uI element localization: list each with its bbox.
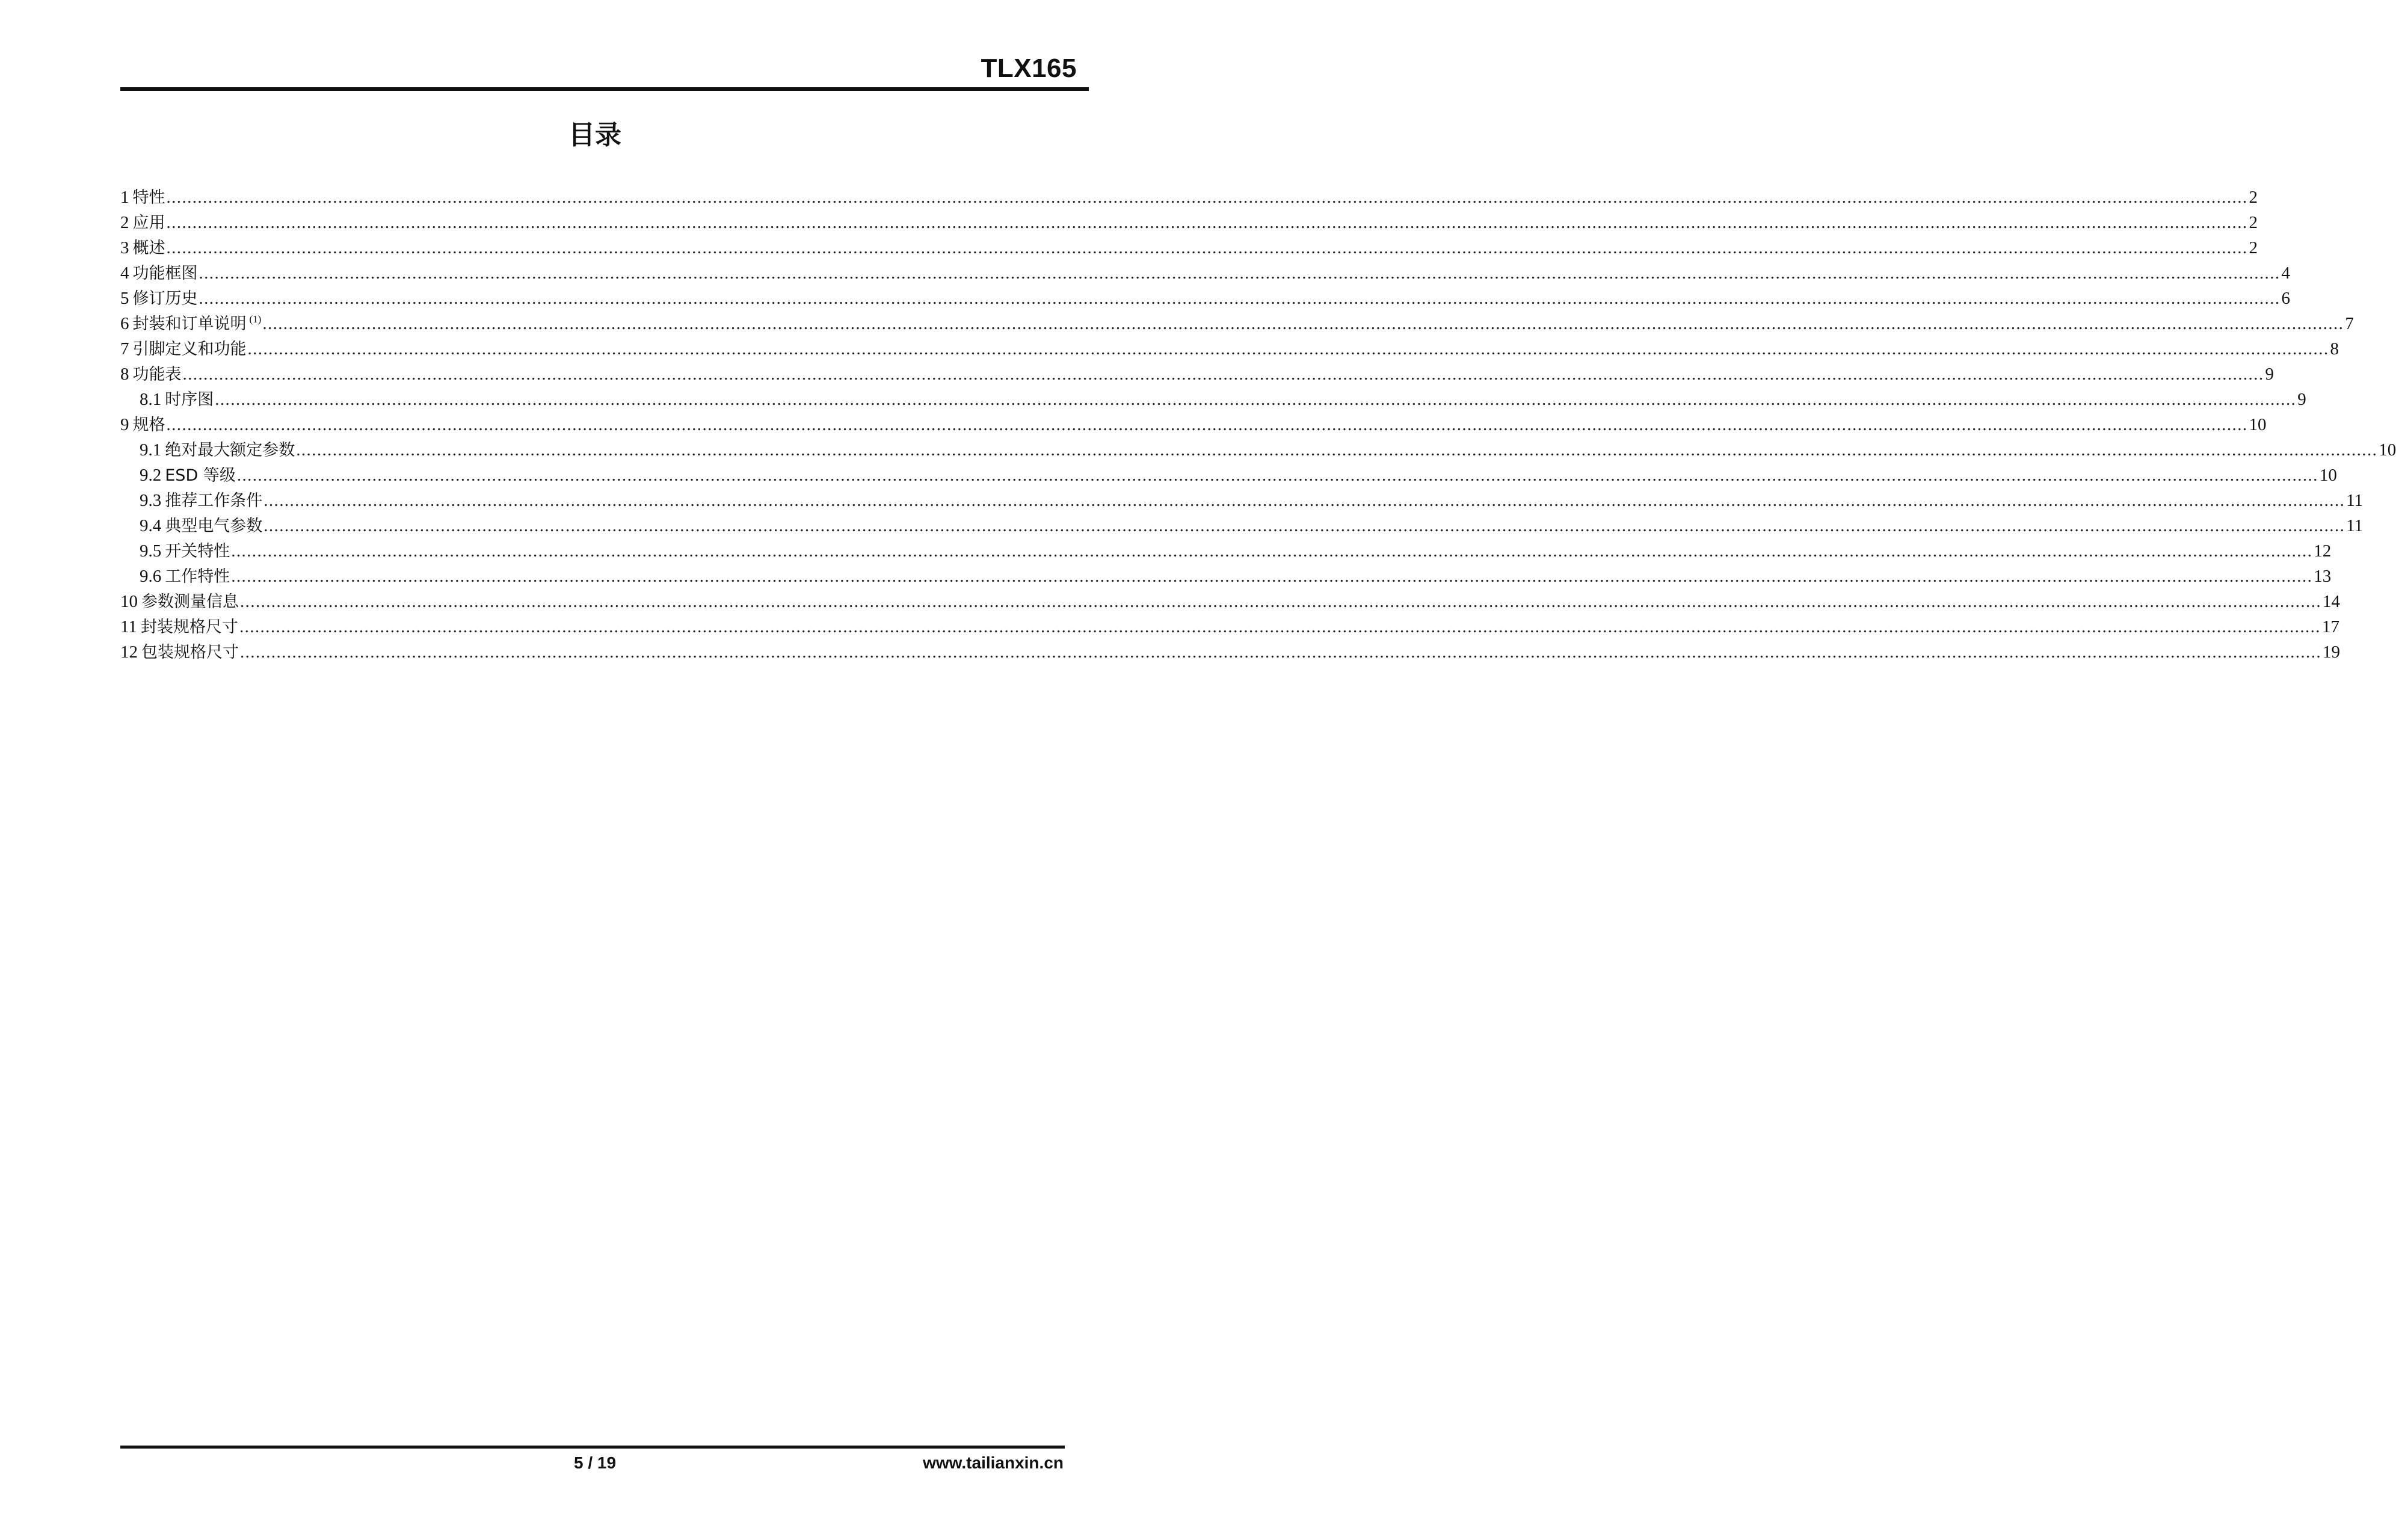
toc-entry-page-number: 6 [2281, 289, 2290, 308]
toc-entry-title: 概述 [132, 239, 165, 257]
toc-dot-leader: ................................................................................................................................................................................................................................................................................................................................................................................................................ [166, 238, 2248, 257]
toc-dot-leader: ................................................................................................................................................................................................................................................................................................................................................................................................................ [240, 592, 2321, 611]
toc-entry[interactable] [120, 260, 2290, 286]
toc-entry-title: 工作特性 [165, 567, 230, 586]
toc-dot-leader: ................................................................................................................................................................................................................................................................................................................................................................................................................ [262, 314, 2344, 333]
toc-dot-leader: ................................................................................................................................................................................................................................................................................................................................................................................................................ [199, 263, 2281, 283]
toc-entry[interactable] [120, 387, 2306, 412]
toc-dot-leader: ................................................................................................................................................................................................................................................................................................................................................................................................................ [231, 567, 2313, 586]
toc-entry-title: 引脚定义和功能 [132, 340, 247, 359]
toc-entry[interactable] [120, 412, 2267, 437]
toc-dot-leader: ................................................................................................................................................................................................................................................................................................................................................................................................................ [263, 491, 2345, 510]
toc-entry-title: ESD 等级 [165, 466, 236, 485]
toc-entry[interactable] [120, 589, 2340, 614]
toc-entry-title: 修订历史 [132, 289, 198, 308]
toc-entry[interactable] [120, 336, 2339, 362]
toc-entry-number: 9.4 [140, 516, 162, 535]
toc-entry[interactable] [120, 235, 2258, 260]
toc-entry[interactable] [120, 437, 2396, 463]
toc-entry-number: 1 [120, 188, 129, 207]
toc-entry-page-number: 10 [2379, 440, 2396, 460]
toc-dot-leader: ................................................................................................................................................................................................................................................................................................................................................................................................................ [199, 289, 2281, 308]
toc-dot-leader: ................................................................................................................................................................................................................................................................................................................................................................................................................ [236, 466, 2318, 485]
toc-entry-page-number: 9 [2297, 390, 2306, 409]
toc-entry-number: 9.1 [140, 440, 162, 460]
toc-entry-title: 包装规格尺寸 [141, 643, 239, 662]
toc-entry-page-number: 2 [2249, 188, 2258, 207]
toc-entry-title: 规格 [132, 416, 165, 434]
toc-dot-leader: ................................................................................................................................................................................................................................................................................................................................................................................................................ [215, 390, 2297, 409]
toc-entry-number: 9.5 [140, 541, 162, 561]
toc-entry-title: 封装规格尺寸 [140, 618, 238, 636]
toc-entry-page-number: 11 [2346, 516, 2364, 535]
toc-entry-title: 参数测量信息 [141, 593, 239, 611]
toc-entry[interactable] [120, 538, 2332, 564]
toc-entry[interactable] [120, 463, 2337, 488]
toc-entry-number: 6 [120, 314, 129, 333]
toc-entry-page-number: 8 [2330, 339, 2339, 359]
toc-entry-page-number: 13 [2314, 567, 2332, 586]
toc-entry-number: 9 [120, 415, 129, 434]
toc-dot-leader: ................................................................................................................................................................................................................................................................................................................................................................................................................ [263, 516, 2345, 535]
toc-entry-number: 8.1 [140, 390, 162, 409]
toc-entry[interactable] [120, 286, 2290, 311]
toc-entry-title: 特性 [132, 188, 165, 207]
toc-entry-number: 2 [120, 213, 129, 232]
toc-dot-leader: ................................................................................................................................................................................................................................................................................................................................................................................................................ [240, 642, 2321, 662]
toc-entry-title: 开关特性 [165, 542, 230, 561]
toc-entry[interactable] [120, 362, 2274, 387]
toc-dot-leader: ................................................................................................................................................................................................................................................................................................................................................................................................................ [296, 440, 2378, 460]
toc-dot-leader: ................................................................................................................................................................................................................................................................................................................................................................................................................ [166, 213, 2248, 232]
toc-entry-number: 4 [120, 263, 129, 283]
toc-entry-page-number: 2 [2249, 238, 2258, 257]
toc-dot-leader: ................................................................................................................................................................................................................................................................................................................................................................................................................ [182, 365, 2264, 384]
toc-entry-number: 11 [120, 617, 137, 636]
header-divider [120, 87, 1089, 91]
toc-title: 目录 [568, 120, 621, 150]
toc-entry-number: 7 [120, 339, 129, 359]
toc-entry[interactable] [120, 513, 2364, 538]
toc-entry-number: 9.6 [140, 567, 162, 586]
toc-dot-leader: ................................................................................................................................................................................................................................................................................................................................................................................................................ [166, 188, 2248, 207]
toc-entry-title: 功能表 [132, 365, 182, 384]
toc-entry[interactable] [120, 210, 2258, 235]
toc-dot-leader: ................................................................................................................................................................................................................................................................................................................................................................................................................ [231, 541, 2313, 561]
toc-entry-title: 封装和订单说明 [132, 315, 247, 333]
toc-entry[interactable] [120, 564, 2332, 589]
table-of-contents [120, 185, 2396, 665]
toc-entry-page-number: 4 [2281, 263, 2290, 283]
toc-entry[interactable] [120, 311, 2354, 336]
toc-entry-number: 3 [120, 238, 129, 257]
toc-entry-number: 10 [120, 592, 138, 611]
page-indicator: 5 / 19 [573, 1453, 617, 1472]
toc-entry-page-number: 11 [2346, 491, 2364, 510]
toc-entry[interactable] [120, 614, 2339, 639]
toc-dot-leader: ................................................................................................................................................................................................................................................................................................................................................................................................................ [166, 415, 2248, 434]
toc-entry-number: 9.3 [140, 491, 162, 510]
toc-entry-title: 推荐工作条件 [165, 491, 263, 510]
toc-entry-page-number: 19 [2323, 642, 2340, 662]
toc-entry-page-number: 10 [2249, 415, 2267, 434]
toc-entry-number: 12 [120, 642, 138, 662]
toc-entry-number: 9.2 [140, 466, 162, 485]
toc-entry[interactable] [120, 488, 2364, 513]
toc-entry-page-number: 7 [2345, 314, 2354, 333]
toc-entry-page-number: 10 [2319, 466, 2337, 485]
toc-entry-title: 功能框图 [132, 264, 198, 283]
toc-entry-title: 时序图 [165, 390, 214, 409]
toc-entry[interactable] [120, 185, 2258, 210]
toc-entry[interactable] [120, 639, 2340, 665]
toc-entry-page-number: 9 [2265, 365, 2274, 384]
footer-divider [120, 1446, 1065, 1449]
toc-entry-title: 应用 [132, 214, 165, 232]
toc-entry-page-number: 17 [2321, 617, 2339, 636]
toc-entry-page-number: 14 [2323, 592, 2340, 611]
toc-entry-footnote-marker: (1) [249, 313, 262, 325]
toc-dot-leader: ................................................................................................................................................................................................................................................................................................................................................................................................................ [247, 339, 2329, 359]
toc-entry-page-number: 12 [2314, 541, 2332, 561]
toc-entry-number: 5 [120, 289, 129, 308]
toc-entry-title: 绝对最大额定参数 [165, 441, 295, 460]
toc-entry-title: 典型电气参数 [165, 517, 263, 535]
document-part-number: TLX165 [981, 54, 1077, 83]
website-link[interactable]: www.tailianxin.cn [923, 1453, 1064, 1472]
toc-entry-number: 8 [120, 365, 129, 384]
toc-dot-leader: ................................................................................................................................................................................................................................................................................................................................................................................................................ [239, 617, 2321, 636]
toc-entry-page-number: 2 [2249, 213, 2258, 232]
